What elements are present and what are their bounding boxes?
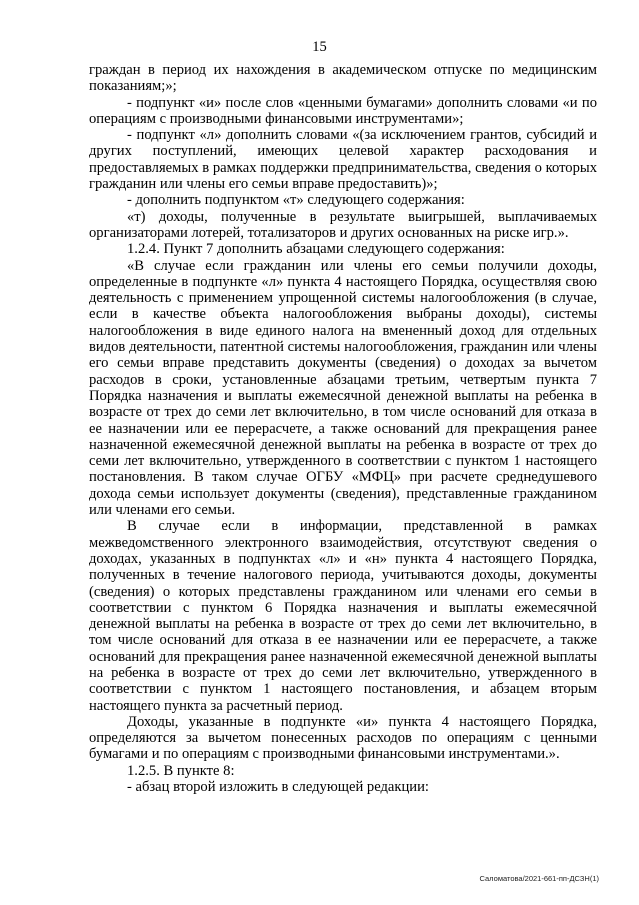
paragraph-6: 1.2.4. Пункт 7 дополнить абзацами следующего содержания: [127, 241, 505, 258]
paragraph-2: - подпункт «и» после слов «ценными бумагами» дополнить словами «и по операциям с производными финансовыми инструментами»; [89, 94, 597, 127]
paragraph-5: «т) доходы, полученные в результате выигрышей, выплачиваемых организаторами лотерей, тотализаторов и других основанных на риске игр.». [89, 208, 597, 241]
paragraph-3: - подпункт «л» дополнить словами «(за исключением грантов, субсидий и других поступлений, имеющих целевой характер расходования и предоставляемых в рамках поддержки предпринимательства, сведения о которых гражданин или члены его семьи вправе предоставить)»; [89, 127, 597, 193]
paragraph-11: - абзац второй изложить в следующей редакции: [127, 779, 429, 796]
paragraph-9: Доходы, указанные в подпункте «и» пункта 4 настоящего Порядка, определяются за вычетом понесенных расходов по операциям с ценными бумагами и по операциям с производными финансовыми инструментами.». [89, 713, 597, 763]
paragraph-4: - дополнить подпунктом «т» следующего содержания: [127, 192, 465, 209]
paragraph-10: 1.2.5. В пункте 8: [127, 762, 235, 779]
page-number: 15 [312, 39, 327, 55]
document-footer: Саломатова/2021-661-пп-ДСЗН(1) [479, 874, 599, 883]
paragraph-7: «В случае если гражданин или члены его семьи получили доходы, определенные в подпункте «л» пункта 4 настоящего Порядка, осуществляя свою деятельность с применением упрощенной системы налогообложения (в случае, если в качестве объекта налогообложения выбраны доходы), системы налогообложения в виде единого налога на вмененный доход для отдельных видов деятельности, патентной системы налогообложения, гражданин или члены его семьи вправе представить документы (сведения) о доходах за вычетом расходов в сроки, установленные абзацами третьим, четвертым пункта 7 Порядка назначения и выплаты ежемесячной денежной выплаты на ребенка в возрасте от трех до семи лет включительно, в том числе оснований для отказа в ее назначении или ее перерасчете, а также оснований для прекращения ранее назначенной ежемесячной денежной выплаты на ребенка в возрасте от трех до семи лет включительно, утвержденного в соответствии с пунктом 1 настоящего постановления. В таком случае ОГБУ «МФЦ» при расчете среднедушевого дохода семьи использует документы (сведения), представленные гражданином или членами его семьи. [89, 257, 597, 519]
paragraph-8: В случае если в информации, представленной в рамках межведомственного электронного взаимодействия, отсутствуют сведения о доходах, указанных в подпунктах «л» и «н» пункта 4 настоящего Порядка, полученных в течение налогового периода, учитываются доходы, документы (сведения) о которых представлены гражданином или членами его семьи в соответствии с пунктом 6 Порядка назначения и выплаты ежемесячной денежной выплаты на ребенка в возрасте от трех до семи лет включительно, в том числе оснований для отказа в ее назначении или ее перерасчете, а также оснований для прекращения ранее назначенной ежемесячной денежной выплаты на ребенка в возрасте от трех до семи лет включительно, утвержденного в соответствии с пунктом 1 настоящего постановления, и абзацем вторым настоящего пункта за расчетный период. [89, 518, 597, 714]
paragraph-1: граждан в период их нахождения в академическом отпуске по медицинским показаниям;»; [89, 62, 597, 95]
document-body [89, 62, 597, 795]
